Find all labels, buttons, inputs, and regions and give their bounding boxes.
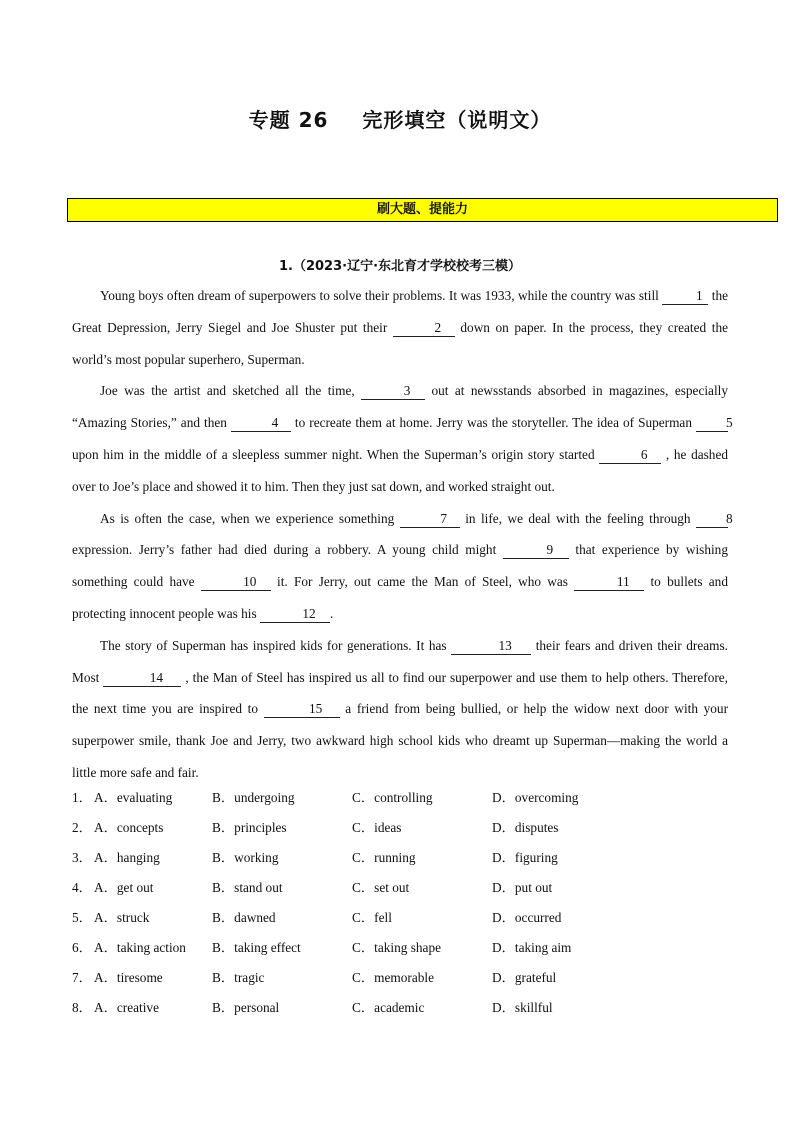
option-c: C．academic	[352, 1000, 425, 1015]
blank-2: 2	[393, 320, 455, 337]
option-a: A．struck	[94, 910, 150, 925]
option-a: A．tiresome	[94, 970, 163, 985]
option-row: 8． A．creative B．personal C．academic D．skillful	[72, 993, 728, 1023]
option-c: C．running	[352, 850, 416, 865]
option-row: 2． A．concepts B．principles C．ideas D．disputes	[72, 813, 728, 843]
blank-5: 5	[696, 415, 728, 432]
answer-options	[72, 783, 728, 1023]
option-d: D．put out	[492, 880, 553, 895]
blank-8: 8	[696, 511, 728, 528]
option-d: D．skillful	[492, 1000, 553, 1015]
option-a: A．evaluating	[94, 790, 173, 805]
question-heading: 1.（2023·辽宁·东北育才学校校考三模）	[278, 259, 522, 274]
option-b: B．undergoing	[212, 790, 295, 805]
option-d: D．figuring	[492, 850, 558, 865]
blank-10: 10	[201, 574, 271, 591]
option-b: B．personal	[212, 1000, 280, 1015]
option-d: D．disputes	[492, 820, 559, 835]
paragraph-4: The story of Superman has inspired kids for generations. It has 13 their fears and driven their dreams. Most 14 , the Man of Steel has inspired us all to find our superpower and use them to help others. Therefore, the next time you are inspired to 15 a friend from being bullied, or help the widow next door with your superpower smile, thank Joe and Jerry, two awkward high school kids who dreamt up Superman—making the world a little more safe and fair.	[72, 637, 729, 780]
option-b: B．tragic	[212, 970, 265, 985]
blank-12: 12	[260, 606, 330, 623]
option-a: A．hanging	[94, 850, 160, 865]
blank-13: 13	[451, 638, 531, 655]
option-c: C．fell	[352, 910, 392, 925]
cloze-passage	[72, 280, 733, 789]
option-row: 5． A．struck B．dawned C．fell D．occurred	[72, 903, 728, 933]
paragraph-3: As is often the case, when we experience something 7 in life, we deal with the feeling through 8 expression. Jerry’s father had died during a robbery. A young child might 9 that experience by wishing something could have 10 it. For Jerry, out came the Man of Steel, who was 11 to bullets and protecting innocent people was his 12 .	[72, 510, 733, 621]
option-c: C．set out	[352, 880, 410, 895]
title-main: 完形填空（说明文）	[362, 108, 552, 132]
option-d: D．occurred	[492, 910, 562, 925]
blank-9: 9	[503, 542, 569, 559]
option-a: A．concepts	[94, 820, 164, 835]
option-c: C．controlling	[352, 790, 433, 805]
blank-3: 3	[361, 383, 425, 400]
option-row: 1． A．evaluating B．undergoing C．controlling D．overcoming	[72, 783, 728, 813]
paragraph-2: Joe was the artist and sketched all the time, 3 out at newsstands absorbed in magazines, especially “Amazing Stories,” and then 4 to recreate them at home. Jerry was the storyteller. The idea of Superman 5upon him in the middle of a sleepless summer night. When the Superman’s origin story started 6 , he dashed over to Joe’s place and showed it to him. Then they just sat down, and worked straight out.	[72, 383, 733, 494]
option-d: D．overcoming	[492, 790, 579, 805]
option-d: D．taking aim	[492, 940, 572, 955]
option-c: C．ideas	[352, 820, 402, 835]
blank-1: 1	[662, 288, 708, 305]
paragraph-1: Young boys often dream of superpowers to solve their problems. It was 1933, while the country was still 1 the Great Depression, Jerry Siegel and Joe Shuster put their 2 down on paper. In the process, they created the world’s most popular superhero, Superman.	[72, 288, 728, 367]
page-title	[0, 104, 800, 133]
option-a: A．get out	[94, 880, 154, 895]
option-b: B．principles	[212, 820, 287, 835]
blank-7: 7	[400, 511, 460, 528]
option-row: 3． A．hanging B．working C．running D．figuring	[72, 843, 728, 873]
blank-14: 14	[103, 670, 181, 687]
option-c: C．taking shape	[352, 940, 442, 955]
option-a: A．creative	[94, 1000, 159, 1015]
option-c: C．memorable	[352, 970, 434, 985]
blank-6: 6	[599, 447, 661, 464]
option-d: D．grateful	[492, 970, 557, 985]
option-b: B．taking effect	[212, 940, 301, 955]
section-banner: 刷大题、提能力	[67, 198, 778, 222]
title-number: 26	[298, 108, 329, 132]
blank-4: 4	[231, 415, 291, 432]
option-b: B．dawned	[212, 910, 276, 925]
option-row: 7． A．tiresome B．tragic C．memorable D．grateful	[72, 963, 728, 993]
option-row: 6． A．taking action B．taking effect C．taking shape D．taking aim	[72, 933, 728, 963]
title-prefix: 专题	[248, 108, 291, 132]
option-b: B．working	[212, 850, 279, 865]
option-row: 4． A．get out B．stand out C．set out D．put out	[72, 873, 728, 903]
option-b: B．stand out	[212, 880, 283, 895]
blank-15: 15	[264, 701, 340, 718]
blank-11: 11	[574, 574, 644, 591]
option-a: A．taking action	[94, 940, 186, 955]
